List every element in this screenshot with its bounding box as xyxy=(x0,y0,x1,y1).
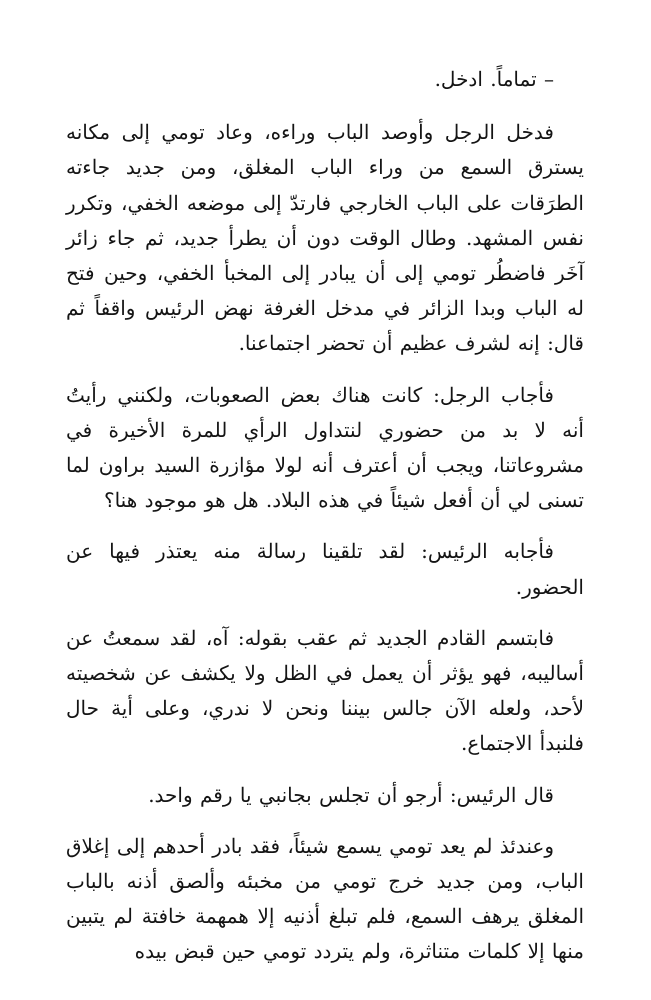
book-page xyxy=(66,62,584,986)
paragraph-dialogue-enter: – تماماً. ادخل. xyxy=(434,67,554,91)
paragraph-tommy-listens: وعندئذ لم يعد تومي يسمع شيئاً، فقد بادر أحدهم إلى إغلاق الباب، ومن جديد خرج تومي من مخبئه وألصق أذنه بالباب المغلق يرهف السمع، فلم تبلغ أذنيه إلا همهمة خافتة لم يتبين منها إلا كلمات متناثرة، ولم يتردد تومي حين قبض بيده xyxy=(66,833,584,964)
paragraph-president-answers: فأجابه الرئيس: لقد تلقينا رسالة منه يعتذر فيها عن الحضور. xyxy=(66,539,584,599)
paragraph-man-enters: فدخل الرجل وأوصد الباب وراءه، وعاد تومي إلى مكانه يسترق السمع من وراء الباب المغلق، ومن جديد جاءته الطرَقات على الباب الخارجي فارتدّ إلى موضعه الخفي، وتكرر نفس المشهد. وطال الوقت دون أن يطرأ جديد، ثم جاء زائر آخَر فاضطُر تومي إلى أن يبادر إلى المخبأ الخفي، وحين فتح له الباب وبدا الزائر في مدخل الغرفة نهض الرئيس واقفاً ثم قال: إنه لشرف عظيم أن تحضر اجتماعنا. xyxy=(66,120,584,356)
paragraph-president-says: قال الرئيس: أرجو أن تجلس بجانبي يا رقم واحد. xyxy=(148,782,554,807)
paragraph-man-answers: فأجاب الرجل: كانت هناك بعض الصعوبات، ولكنني رأيتُ أنه لا بد من حضوري لنتداول الرأي للمرة الأخيرة في مشروعاتنا، ويجب أن أعترف أنه لولا مؤازرة السيد براون لما تسنى لي أن أفعل شيئاً في هذه البلاد. هل هو موجود هنا؟ xyxy=(66,382,584,513)
paragraph-newcomer-smiles: فابتسم القادم الجديد ثم عقب بقوله: آه، لقد سمعتُ عن أساليبه، فهو يؤثر أن يعمل في الظل ولا يكشف عن شخصيته لأحد، ولعله الآن جالس بيننا ونحن لا ندري، وعلى أية حال فلنبدأ الاجتماع. xyxy=(66,625,584,756)
